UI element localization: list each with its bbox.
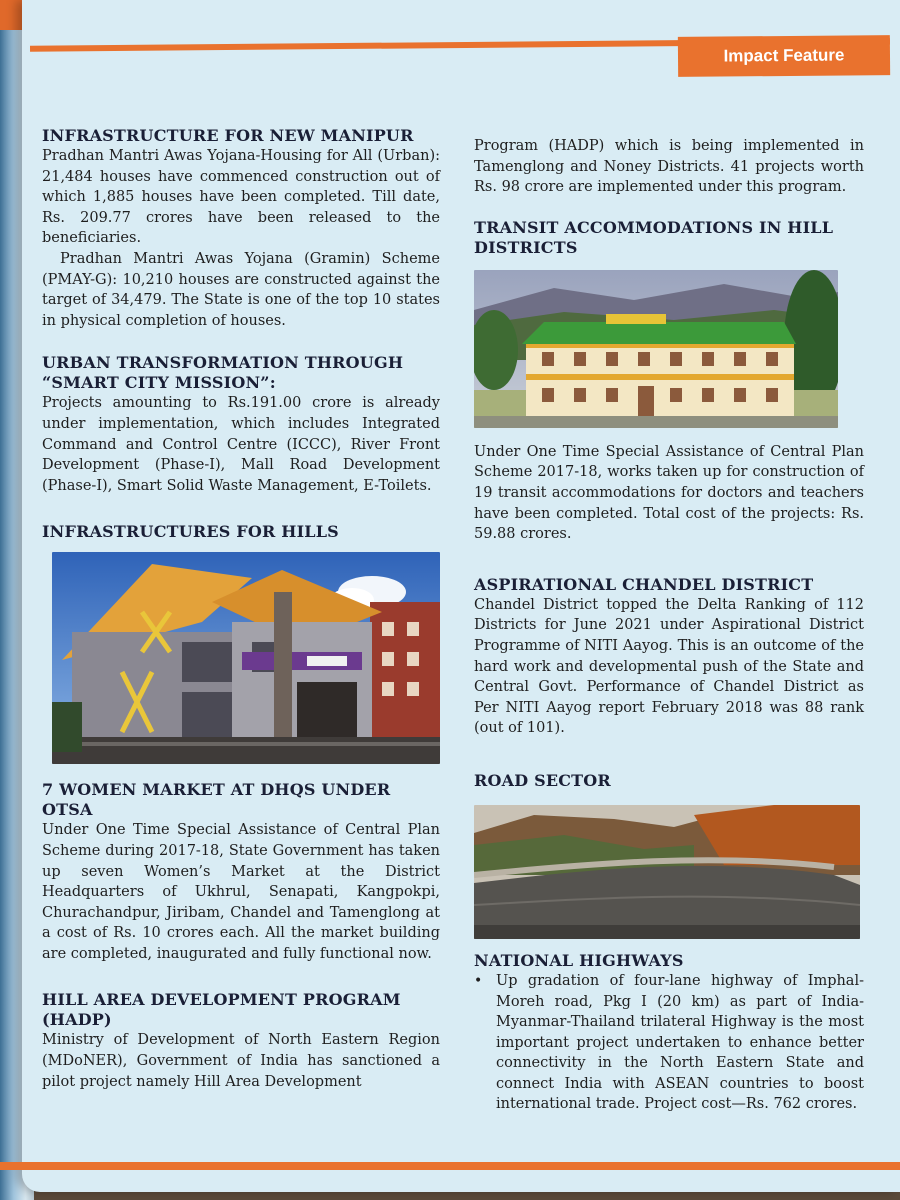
paragraph-highway: Up gradation of four-lane highway of Imphal-Moreh road, Pkg I (20 km) as part of India-Myanmar-Thailand trilateral Highway is the most important project undertaken to enhance better connectivity in the North Eastern State and connect India with ASEAN countries to boost international trade. Project cost—Rs. 762 crores. (496, 972, 864, 1113)
paragraph-hadp-continued: Program (HADP) which is being implemented in Tamenglong and Noney Districts. 41 projects worth Rs. 98 crore are implemented under this program. (474, 138, 864, 196)
highway-bullet-item (474, 971, 864, 1115)
women-market-photo (52, 552, 440, 764)
heading-national-highways: NATIONAL HIGHWAYS (474, 950, 684, 970)
impact-feature-tag: Impact Feature (678, 35, 890, 77)
highway-road-illustration (474, 805, 860, 939)
transit-accommodation-photo (474, 270, 838, 428)
heading-road-sector: ROAD SECTOR (474, 770, 611, 790)
paragraph-hadp: Ministry of Development of North Eastern Region (MDoNER), Government of India has sanctioned a pilot project namely Hill Area Development (42, 1032, 440, 1090)
heading-women-market: 7 WOMEN MARKET AT DHQS UNDER OTSA (42, 780, 391, 820)
transit-building-illustration (474, 270, 838, 428)
heading-transit-accommodations: TRANSIT ACCOMMODATIONS IN HILL DISTRICTS (474, 217, 834, 257)
heading-aspirational-chandel: ASPIRATIONAL CHANDEL DISTRICT (474, 574, 814, 594)
heading-smart-city: URBAN TRANSFORMATION THROUGH “SMART CITY MISSION”: (42, 353, 404, 393)
heading-infrastructure-new-manipur: INFRASTRUCTURE FOR NEW MANIPUR (42, 126, 414, 145)
paragraph-smart-city: Projects amounting to Rs.191.00 crore is already under implementation, which includes Integrated Command and Control Centre (ICCC), River Front Development (Phase-I), Mall Road Development (Phase-I), Smart Solid Waste Management, E-Toilets. (42, 395, 440, 494)
left-column (42, 126, 440, 1092)
paragraph-pmay-urban: Pradhan Mantri Awas Yojana-Housing for All (Urban): 21,484 houses have commenced construction out of which 1,885 houses have been completed. Till date, Rs. 209.77 crores have been released to the beneficiaries. (42, 148, 440, 247)
paragraph-women-market: Under One Time Special Assistance of Central Plan Scheme during 2017-18, State Government has taken up seven Women’s Market at the District Headquarters of Ukhrul, Senapati, Kangpokpi, Churachandpur, Jiribam, Chandel and Tamenglong at a cost of Rs. 10 crores each. All the market building are completed, inaugurated and fully functional now. (42, 822, 440, 962)
paragraph-pmay-gramin: Pradhan Mantri Awas Yojana (Gramin) Scheme (PMAY-G): 10,210 houses are constructed against the target of 34,479. The State is one of the top 10 states in physical completion of houses. (42, 250, 440, 329)
right-column (474, 136, 864, 1115)
road-photo (474, 805, 860, 939)
bottom-orange-rule (0, 1162, 900, 1170)
paragraph-transit: Under One Time Special Assistance of Central Plan Scheme 2017-18, works taken up for construction of 19 transit accommodations for doctors and teachers have been completed. Total cost of the projects: Rs. 59.88 crores. (474, 443, 864, 543)
women-market-building-illustration (52, 552, 440, 764)
paragraph-chandel: Chandel District topped the Delta Ranking of 112 Districts for June 2021 under Aspirational District Programme of NITI Aayog. This is an outcome of the hard work and developmental push of the State and Central Govt. Performance of Chandel District as Per NITI Aayog report February 2018 was 88 rank (out of 101). (474, 596, 864, 737)
heading-infrastructures-hills: INFRASTRUCTURES FOR HILLS (42, 522, 339, 542)
heading-hadp: HILL AREA DEVELOPMENT PROGRAM (HADP) (42, 990, 401, 1030)
bullet-icon: • (474, 972, 483, 989)
